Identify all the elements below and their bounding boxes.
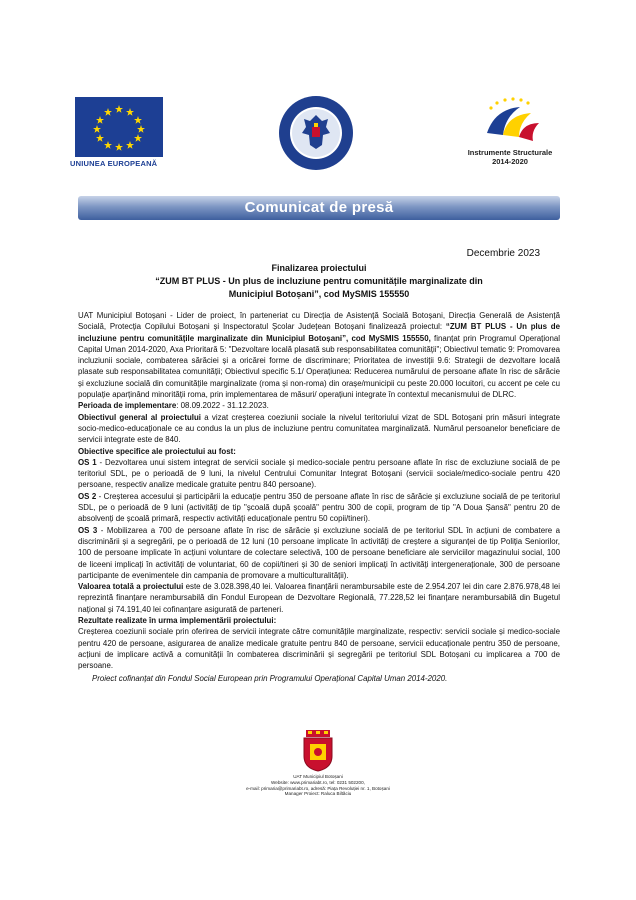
title-line-1: Finalizarea proiectului: [271, 263, 367, 273]
os1-text: - Dezvoltarea unui sistem integrat de servicii sociale și medico-sociale pentru persoane aflate în risc de excluziune socială de pe teritoriul SDL, pe o perioadă de 9 luni, la nivelul Centrului Comunitar Integrat Botoșani (servicii sociale/medico-sociale pentru 420 persoane, respectiv analize medicale gratuite pentru 840 persoane).: [78, 457, 560, 490]
os1-label: OS 1: [78, 457, 97, 467]
footer-line-3: e-mail: primaria@primariabt.ro, adresă: Piața Revoluției nr. 1, Botoșani: [246, 785, 390, 791]
footer-contact: [230, 774, 406, 797]
is-label-line2: 2014-2020: [492, 157, 528, 166]
eu-label: UNIUNEA EUROPEANĂ: [70, 159, 158, 168]
funding-note: Proiect cofinanțat din Fondul Social European prin Programului Operațional Capital Uman 2014-2020.: [92, 673, 448, 683]
os3-paragraph: [78, 525, 560, 581]
project-name: “ZUM BT PLUS - Un plus de incluziune pentru comunitățile marginalizate din Municipiul Botoșani”, cod MySMIS 155550,: [78, 322, 560, 343]
period-value: : 08.09.2022 - 31.12.2023.: [176, 401, 269, 411]
general-objective-label: Obiectivul general al proiectului: [78, 412, 201, 422]
structural-instruments-icon: [475, 95, 545, 145]
instrumente-structurale-logo: [475, 95, 545, 145]
instrumente-structurale-label: [455, 148, 565, 166]
release-date: Decembrie 2023: [466, 248, 540, 259]
general-objective-text: a vizat creșterea coeziunii sociale la nivelul teritoriului vizat de SDL Botoșani prin măsuri integrate socio-medico-educaționale ce au condus la un plus de incluziune pentru comunitatea marginalizată. Numărul persoanelor beneficiare de servicii integrate este de 840.: [78, 412, 560, 445]
os1-paragraph: [78, 457, 560, 491]
os2-paragraph: [78, 491, 560, 525]
intro-details: finanțat prin Programul Operațional Capital Uman 2014-2020, Axa Prioritară 5: "Dezvoltare locală plasată sub responsabilitatea comunității"; Obiectivul tematic 9: Promovarea incluziunii sociale, combaterea sărăciei și a oricărei forme de discriminare; Prioritatea de investiții 9.6: Strategii de dezvoltare locală plasate sub responsabilitatea comunității; Obiectivul specific 5.1/ Operațiunea: Reducerea numărului de persoane aflate în risc de sărăcie și excluziune socială din comunitățile marginalizate (roma și non-roma) din orașe/municipii cu peste 20.000 locuitori, cu accent pe cele cu populație aparținând minorității roma, prin implementarea de măsuri/ operațiuni integrate în contextul mecanismului de DLRC.: [78, 333, 560, 400]
general-objective-paragraph: [78, 412, 560, 446]
results-heading: Rezultate realizate în urma implementării proiectului:: [78, 616, 277, 626]
os2-text: - Creșterea accesului și participării la educație pentru 350 de persoane aflate în risc de sărăcie și excluziune socială de pe teritoriul SDL, pe o perioadă de 9 luni (activități de tip "școală după școală" pentru 300 de copii, program de tip "A Doua Șansă" pentru 20 de absolvenți de școală primară, respectiv activități educaționale pentru 50 copii/tineri).: [78, 491, 561, 524]
title-line-3: Municipiul Botoșani”, cod MySMIS 155550: [228, 289, 410, 299]
government-of-romania-logo: [276, 93, 356, 173]
eu-stars-icon: [75, 97, 163, 157]
intro-paragraph: [78, 310, 560, 400]
coat-of-arms-icon: [300, 730, 336, 772]
press-release-body: [78, 310, 560, 684]
footer-line-2: Website: www.primariabt.ro, tel: 0231 502200,: [271, 779, 365, 785]
is-label-line1: Instrumente Structurale: [467, 148, 553, 157]
botosani-coat-of-arms: [300, 730, 336, 772]
results-text: Creșterea coeziunii sociale prin oferirea de servicii integrate către comunitățile marginalizate, respectiv: servicii sociale și medico-sociale pentru 420 de persoane, asigurarea de analize medicale gratuite pentru 840 de persoane, servicii educaționale pentru 350 de persoane, acțiuni de implicare activă a comunității în combaterea discriminării și segregării pe teritoriul SDL Botoșani cu implicarea a 700 de persoane.: [78, 627, 560, 671]
value-label: Valoarea totală a proiectului: [78, 582, 184, 592]
period-label: Perioada de implementare: [78, 401, 177, 411]
value-paragraph: [78, 581, 560, 615]
os3-label: OS 3: [78, 525, 98, 535]
specific-objectives-heading: Obiective specifice ale proiectului au fost:: [78, 446, 236, 456]
os3-text: - Mobilizarea a 700 de persoane aflate în risc de sărăcie și excluziune socială de pe teritoriul SDL în acțiuni de combatere a discriminării și a segregării, pe o perioadă de 12 luni (10 persoane implicate în activități de creștere a siguranței de tip Poliția Seniorilor, 100 de persoane implicate în acțiuni voluntare de colectare selectivă, 100 de persoane beneficiare ale serviciilor magazinului social, 100 de liceeni implicați în activități de voluntariat, 60 de copii/tineri și 30 de seniori implicați în activități intergeneraționale, 300 de persoane participante de evenimentele din campania de promovare a multiculturalității).: [78, 525, 560, 580]
footer-line-4: Manager Proiect: Raluca Biltăciu: [284, 791, 352, 797]
gov-seal-icon: [276, 93, 356, 173]
footer-line-1: UAT Municipiul Botoșani: [293, 774, 343, 779]
period-paragraph: [78, 400, 560, 411]
intro-text: UAT Municipiul Botoșani - Lider de proiect, în parteneriat cu Direcția de Asistență Socială Botoșani, Direcția Generală de Asistență Socială, Protecția Copilului Botoșani și Inspectoratul Școlar Județean Botoșani finalizează proiectul:: [78, 311, 560, 332]
eu-flag-logo: [75, 97, 163, 157]
title-line-2: “ZUM BT PLUS - Un plus de incluziune pentru comunitățile marginalizate din: [155, 276, 483, 286]
banner-title: Comunicat de presă: [244, 199, 394, 216]
value-text: este de 3.028.398,40 lei. Valoarea finanțării nerambursabile este de 2.954.207 lei din care 2.876.978,48 lei reprezintă finanțare nerambursabilă din Fondul European de Dezvoltare Regională, 77.228,52 lei finanțare nerambursabilă din Bugetul național și 74.191,40 lei cofinanțare asigurată de parteneri.: [78, 582, 560, 614]
os2-label: OS 2: [78, 491, 97, 501]
